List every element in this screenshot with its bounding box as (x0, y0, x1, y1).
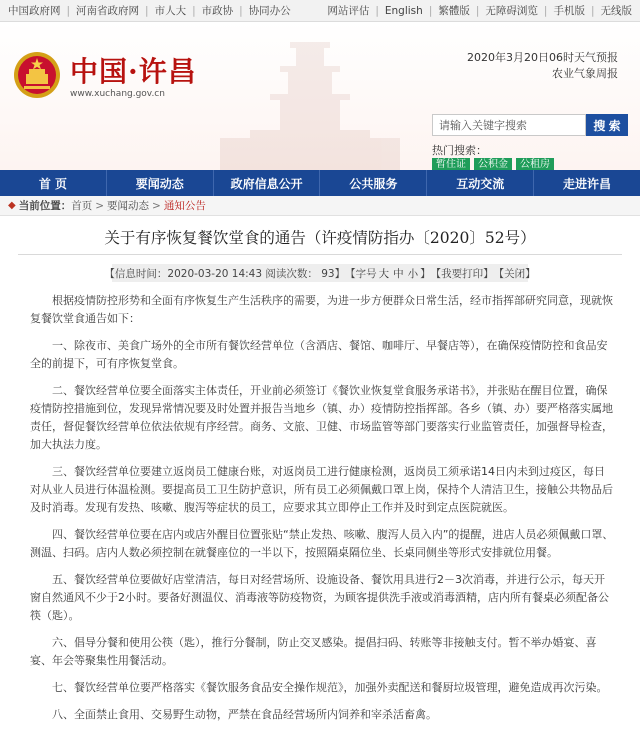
font-size-medium[interactable]: 中 (393, 267, 404, 280)
article-paragraph: 二、餐饮经营单位要全面落实主体责任，开业前必须签订《餐饮业恢复堂食服务承诺书》，并张贴在醒目位置，确保疫情防控措施到位，发现异常情况要及时处置并报告当地乡（镇、办）疫情防控指挥部。各乡（镇、办）要严格落实属地责任，督促餐饮经营单位依法依规有序经营。商务、文旅、卫健、市场监管等部门要落实行业监管责任，加强督导检查，加大执法力度。 (30, 384, 613, 451)
article-meta: 【信息时间：2020-03-20 14:43 阅读次数： 93】 (104, 267, 346, 280)
site-logo-title[interactable]: 中国·许昌 (70, 55, 197, 88)
link-gov-cn[interactable]: 中国政府网 (8, 5, 61, 17)
article-paragraph: 五、餐饮经营单位要做好店堂清洁，每日对经营场所、设施设备、餐饮用具进行2－3次消毒，并进行公示，每天开窗自然通风不少于2小时。要备好测温仪、消毒液等防疫物资，为顾客提供洗手液或消毒酒精，店内所有餐桌必须配备公筷（匙）。 (30, 573, 609, 622)
top-bar (0, 0, 640, 22)
link-english[interactable]: English (384, 4, 423, 17)
font-size-large[interactable]: 大 (378, 267, 390, 280)
breadcrumb-current[interactable]: 通知公告 (163, 200, 206, 212)
site-header (0, 22, 640, 170)
nav-about-xuchang[interactable]: 走进许昌 (563, 176, 612, 191)
nav-public-service[interactable]: 公共服务 (320, 170, 427, 196)
hot-search-label: 热门搜索： (432, 144, 487, 157)
article-info-bar (104, 264, 536, 282)
print-link[interactable]: 【我要打印】 (430, 267, 494, 280)
nav-home[interactable]: 首 页 (0, 170, 107, 196)
hot-tag[interactable]: 公积金 (474, 158, 512, 172)
link-accessibility[interactable]: 无障碍浏览 (485, 5, 538, 17)
site-url: www.xuchang.gov.cn (70, 89, 165, 99)
top-links-left: 中国政府网 | 河南省政府网 | 市人大 | 市政协 | 协同办公 (8, 4, 291, 17)
nav-interaction[interactable]: 互动交流 (427, 170, 534, 196)
article-paragraph: 七、餐饮经营单位要严格落实《餐饮服务食品安全操作规范》，加强外卖配送和餐厨垃圾管理，避免造成再次污染。 (52, 681, 608, 694)
font-size-small[interactable]: 小 (407, 267, 419, 280)
link-npc[interactable]: 市人大 (154, 5, 187, 17)
article-title: 关于有序恢复餐饮堂食的通告（许疫情防指办〔2020〕52号） (104, 229, 536, 247)
font-size-suffix: 】 (420, 267, 431, 280)
hot-tag[interactable]: 公租房 (516, 158, 554, 172)
article-paragraph: 一、除夜市、美食广场外的全市所有餐饮经营单位（含酒店、餐馆、咖啡厅、早餐店等），在确保疫情防控和食品安全的前提下，可有序恢复堂食。 (30, 339, 608, 370)
breadcrumb-separator: > (152, 199, 161, 212)
link-mobile[interactable]: 手机版 (553, 5, 585, 17)
pagoda-decoration-icon (190, 22, 430, 170)
nav-news[interactable]: 要闻动态 (107, 170, 214, 196)
breadcrumb-separator: > (95, 199, 105, 212)
link-traditional[interactable]: 繁體版 (438, 5, 470, 17)
search-button[interactable]: 搜 索 (586, 114, 628, 136)
search-bar (432, 114, 628, 136)
breadcrumb-label: 当前位置： (18, 200, 72, 212)
nav-gov-info[interactable]: 政府信息公开 (214, 170, 321, 196)
article-paragraph: 根据疫情防控形势和全面有序恢复生产生活秩序的需要，为进一步方便群众日常生活，经市指挥部研究同意，现就恢复餐饮堂食通告如下： (30, 294, 613, 325)
weather-panel (398, 50, 618, 82)
link-henan-gov[interactable]: 河南省政府网 (76, 5, 140, 17)
link-cppcc[interactable]: 市政协 (201, 5, 234, 17)
national-emblem-icon[interactable] (12, 50, 62, 100)
title-divider (18, 254, 622, 255)
breadcrumb-home[interactable]: 首页 (71, 200, 93, 212)
link-office[interactable]: 协同办公 (248, 5, 291, 17)
top-links-right: 网站评估 | English | 繁體版 | 无障碍浏览 | 手机版 | 无线版 (327, 4, 632, 17)
breadcrumb (0, 196, 640, 216)
article-body (30, 292, 614, 733)
font-size-prefix: 【字号 (345, 267, 377, 280)
article-paragraph: 三、餐饮经营单位要建立返岗员工健康台账，对返岗员工进行健康检测，返岗员工须承诺14日内未到过疫区，每日对从业人员进行体温检测。要提高员工卫生防护意识，所有员工必须佩戴口罩上岗，保持个人清洁卫生，接触公共物品后及时消毒。发现有发热、咳嗽、腹泻等症状的员工，应要求其立即停止工作并及时到定点医院就医。 (30, 465, 613, 514)
article-paragraph: 四、餐饮经营单位要在店内或店外醒目位置张贴“禁止发热、咳嗽、腹泻人员入内”的提醒，进店人员必须佩戴口罩、测温、扫码。店内人数必须控制在就餐座位的一半以下，按照隔桌隔位坐、长桌同侧坐等形式安排就位用餐。 (30, 528, 614, 559)
location-pin-icon: ◆ (8, 200, 16, 211)
search-input[interactable] (439, 119, 585, 132)
link-wireless[interactable]: 无线版 (600, 5, 632, 17)
article-paragraph: 六、倡导分餐和使用公筷（匙），推行分餐制，防止交叉感染。提倡扫码、转账等非接触支付。暂不举办婚宴、喜宴、年会等聚集性用餐活动。 (30, 636, 597, 667)
search-box (432, 114, 586, 136)
close-link[interactable]: 【关闭】 (493, 267, 536, 280)
breadcrumb-news[interactable]: 要闻动态 (107, 200, 150, 212)
agri-weather-link[interactable]: 农业气象周报 (552, 67, 618, 80)
hot-tag[interactable]: 暂住证 (432, 158, 470, 172)
main-nav (0, 170, 640, 196)
article-paragraph: 八、全面禁止食用、交易野生动物，严禁在食品经营场所内饲养和宰杀活畜禽。 (52, 708, 437, 721)
link-site-eval[interactable]: 网站评估 (327, 5, 370, 17)
weather-forecast-link[interactable]: 2020年3月20日06时天气预报 (467, 51, 618, 64)
